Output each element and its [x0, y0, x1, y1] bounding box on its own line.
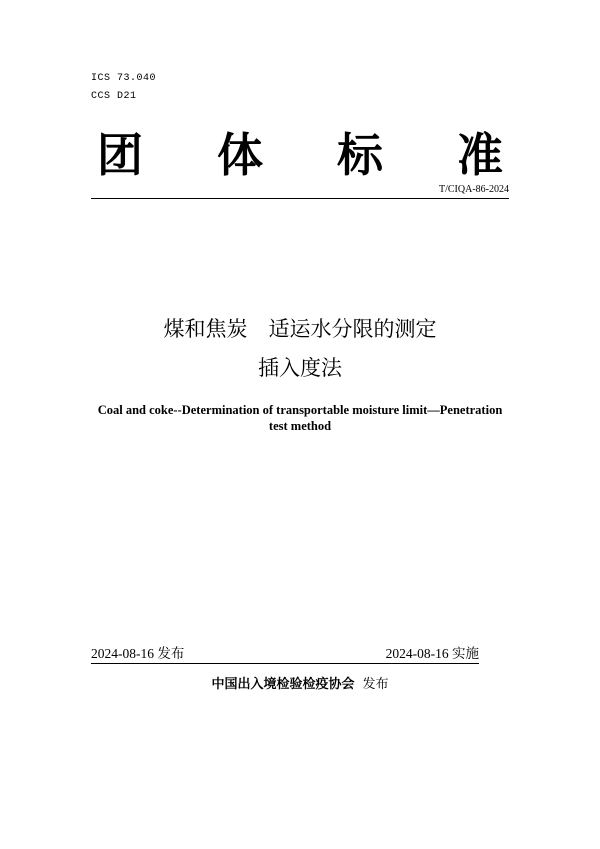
standard-type-char: 团 [97, 128, 143, 182]
title-chinese-line-1: 煤和焦炭 适运水分限的测定 [163, 317, 437, 341]
header-divider [91, 198, 509, 199]
standard-type-heading [91, 126, 509, 184]
ccs-code: CCS D21 [91, 91, 137, 102]
publish-date: 2024-08-16 发布 [91, 646, 185, 661]
dates-row [91, 645, 479, 664]
publisher-action: 发布 [362, 677, 389, 692]
standard-type-char: 体 [217, 128, 263, 182]
title-english: Coal and coke--Determination of transportable moisture limit—Penetration test method [97, 403, 503, 433]
standard-type-char: 准 [457, 128, 503, 182]
standard-number: T/CIQA-86-2024 [439, 184, 509, 195]
title-chinese-line-2: 插入度法 [258, 356, 342, 380]
publisher-line [91, 675, 509, 695]
implementation-date: 2024-08-16 实施 [385, 646, 479, 661]
ics-code: ICS 73.040 [91, 73, 157, 84]
standard-type-char: 标 [337, 128, 383, 182]
publisher-organization: 中国出入境检验检疫协会 [211, 677, 355, 692]
